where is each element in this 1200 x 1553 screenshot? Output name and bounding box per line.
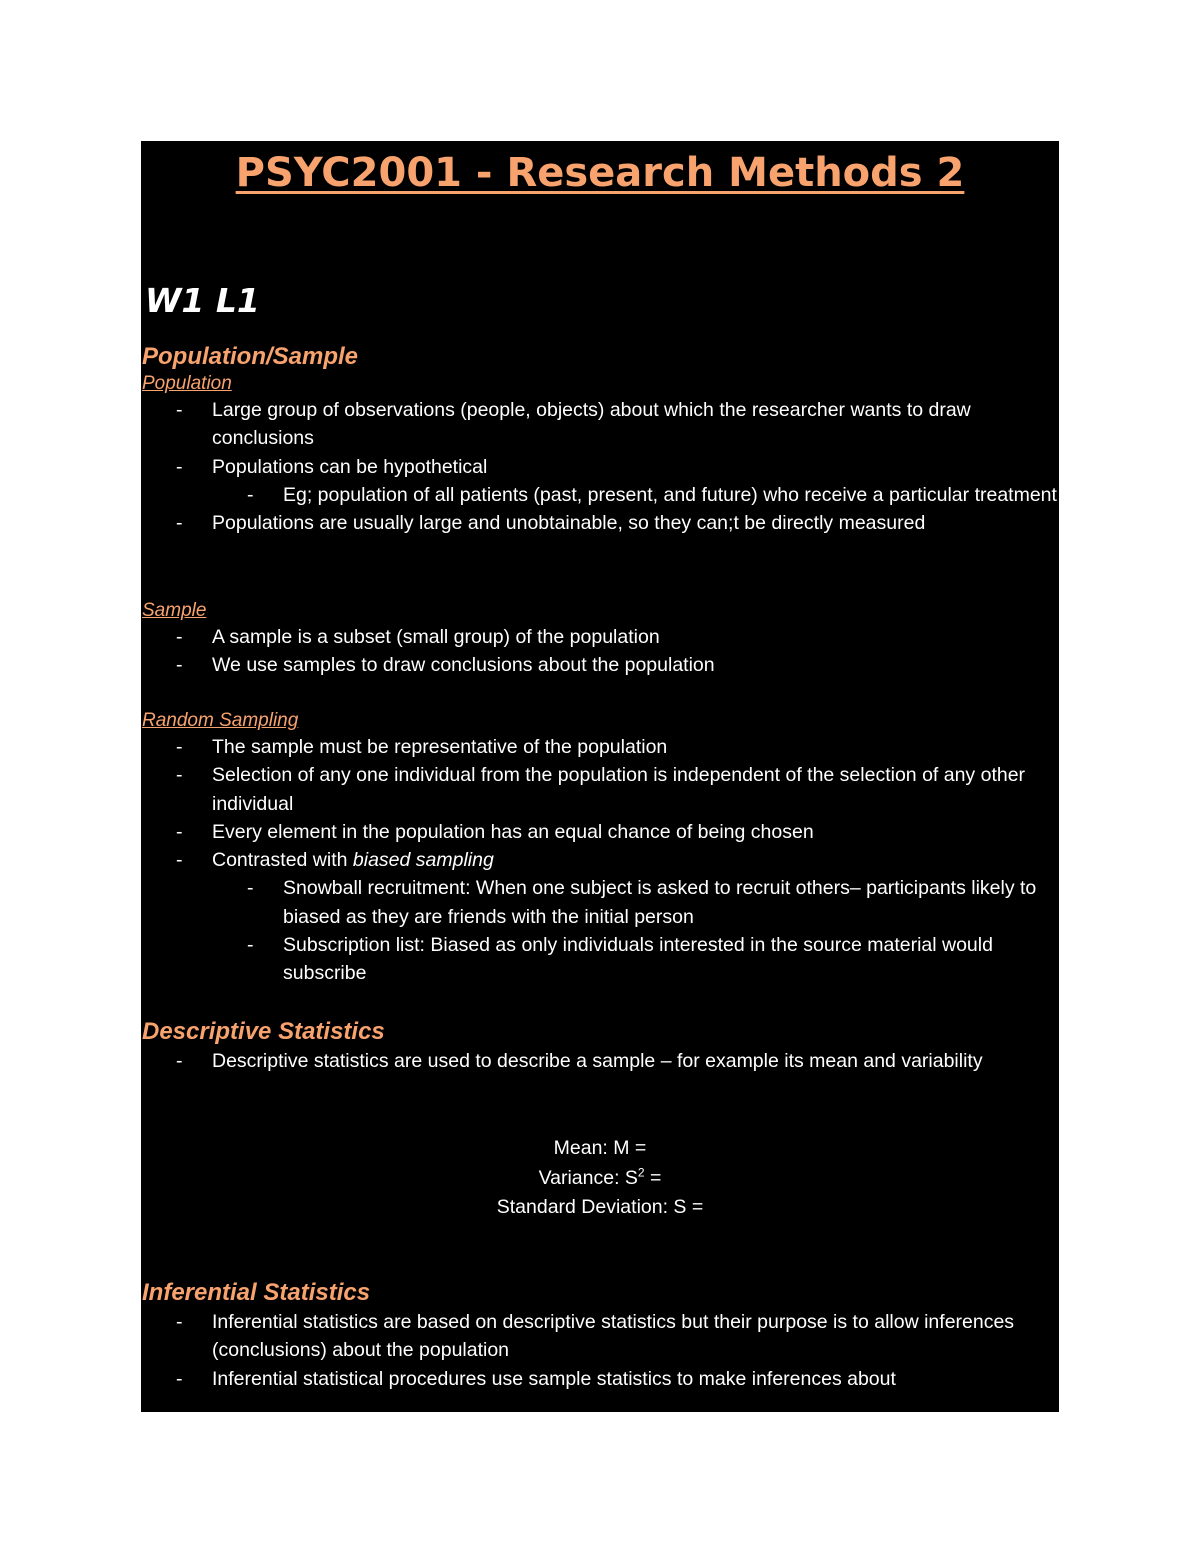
bullet-dash: - (247, 483, 254, 506)
list-item (142, 651, 1057, 679)
subheading-population: Population (142, 373, 232, 394)
bullet-text: Subscription list: Biased as only individuals interested in the source material would subscribe (283, 934, 993, 985)
list-item (142, 874, 1057, 931)
formula-block (141, 1134, 1059, 1223)
bullet-dash: - (176, 764, 183, 787)
bullet-text: Every element in the population has an equal chance of being chosen (212, 820, 814, 843)
bullet-dash: - (176, 399, 183, 421)
bullet-dash: - (176, 626, 183, 648)
subheading-random-sampling: Random Sampling (142, 710, 299, 731)
bullet-dash: - (176, 654, 183, 677)
bullet-text: Inferential statistical procedures use sample statistics to make inferences about (212, 1367, 896, 1390)
list-item (142, 453, 1057, 481)
population-sample-section (142, 342, 1057, 537)
bullet-dash: - (247, 877, 254, 900)
variance-formula (141, 1164, 1059, 1194)
sample-bullet-list (142, 623, 1057, 680)
population-bullet-list (142, 396, 1057, 537)
inferential-bullet-list (142, 1308, 1057, 1393)
random-sampling-section (142, 709, 1057, 988)
sample-section (142, 599, 1057, 680)
bullet-dash: - (176, 1367, 183, 1390)
document-title: PSYC2001 - Research Methods 2 (235, 150, 965, 196)
section-heading-descriptive-statistics: Descriptive Statistics (142, 1018, 385, 1045)
contrast-emphasis: biased sampling (352, 849, 494, 872)
bullet-dash: - (176, 1050, 183, 1072)
bullet-text: Snowball recruitment: When one subject is asked to recruit others– participants likely to biased as they are friends with the initial person (283, 877, 1037, 928)
bullet-dash: - (247, 934, 254, 957)
contrast-prefix: Contrasted with (212, 849, 353, 872)
bullet-text: The sample must be representative of the population (212, 736, 668, 758)
list-item (142, 931, 1057, 988)
list-item (142, 481, 1057, 509)
document-page (141, 141, 1059, 1412)
section-heading-inferential-statistics: Inferential Statistics (142, 1279, 371, 1306)
bullet-dash: - (176, 512, 183, 535)
list-item (142, 1047, 1057, 1075)
list-item (142, 733, 1057, 761)
descriptive-statistics-section (142, 1017, 1057, 1075)
bullet-text: We use samples to draw conclusions about the population (212, 654, 715, 677)
bullet-dash: - (176, 1311, 183, 1333)
list-item (142, 761, 1057, 818)
bullet-text: Descriptive statistics are used to describe a sample – for example its mean and variability (212, 1050, 983, 1072)
bullet-text: Eg; population of all patients (past, present, and future) who receive a particular treatment (283, 483, 1057, 506)
week-heading: W1 L1 (145, 281, 260, 320)
list-item (142, 509, 1057, 537)
bullet-text: Selection of any one individual from the population is independent of the selection of any other individual (212, 764, 1026, 815)
section-heading-population-sample: Population/Sample (142, 343, 359, 370)
bullet-text: Large group of observations (people, objects) about which the researcher wants to draw conclusions (212, 399, 971, 450)
list-item (142, 846, 1057, 874)
bullet-text: Inferential statistics are based on descriptive statistics but their purpose is to allow inferences (conclusions) about the population (212, 1311, 1015, 1362)
subheading-sample: Sample (142, 600, 207, 621)
bullet-text: Populations can be hypothetical (212, 455, 488, 478)
bullet-dash: - (176, 736, 183, 758)
variance-superscript: 2 (637, 1165, 645, 1179)
bullet-dash: - (176, 455, 183, 478)
inferential-statistics-section (142, 1278, 1057, 1393)
bullet-text: Populations are usually large and unobtainable, so they can;t be directly measured (212, 512, 926, 535)
bullet-dash: - (176, 820, 183, 843)
bullet-dash: - (176, 849, 183, 872)
bullet-text: A sample is a subset (small group) of the population (212, 626, 660, 648)
list-item (142, 1308, 1057, 1365)
standard-deviation-formula: Standard Deviation: S = (496, 1196, 704, 1218)
mean-formula: Mean: M = (553, 1137, 647, 1159)
list-item (142, 396, 1057, 453)
variance-suffix: = (644, 1166, 662, 1189)
random-sampling-bullet-list (142, 733, 1057, 988)
list-item (142, 623, 1057, 651)
descriptive-bullet-list (142, 1047, 1057, 1075)
list-item (142, 818, 1057, 846)
variance-label: Variance: S (538, 1166, 638, 1189)
list-item (142, 1365, 1057, 1393)
